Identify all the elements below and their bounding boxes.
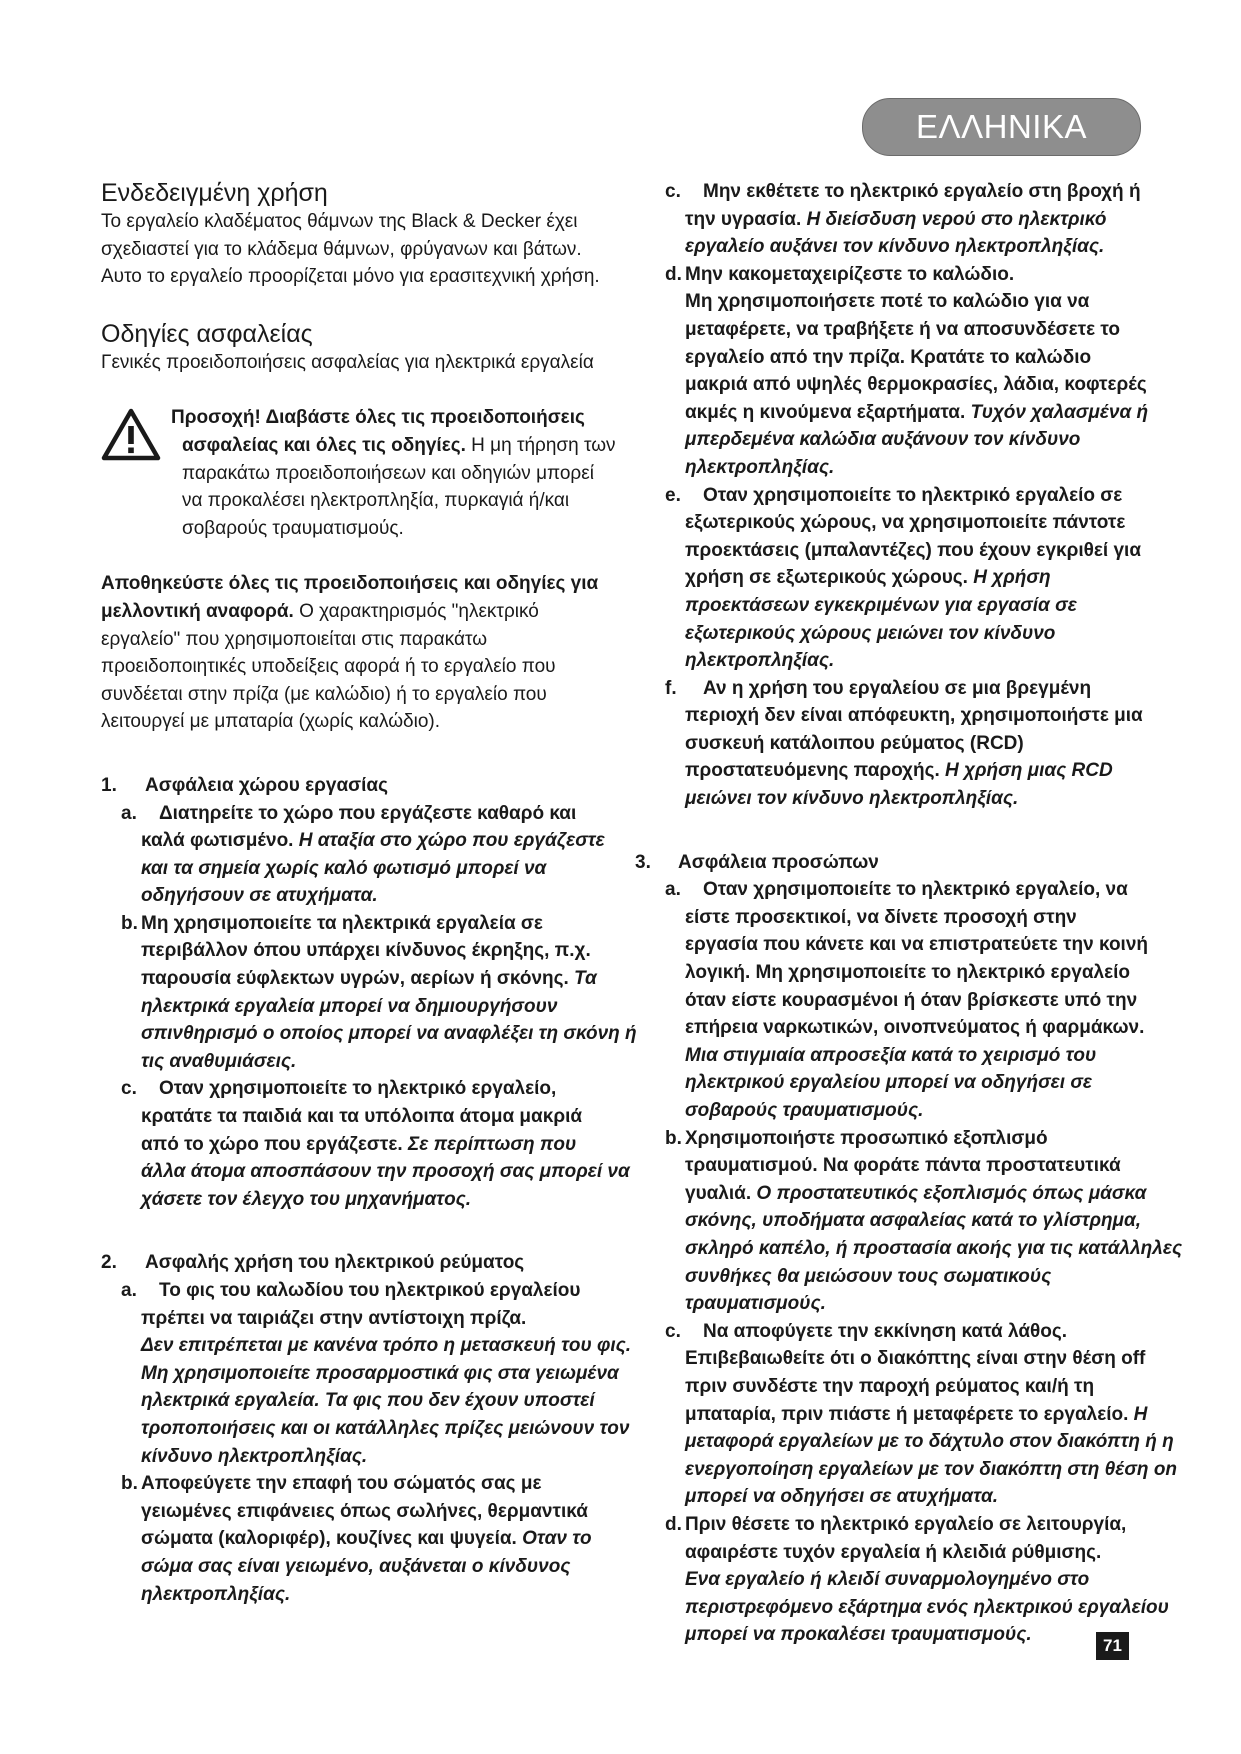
text-line: Ενα εργαλείο ή κλειδί συναρμολογημένο στο [685,1569,1090,1591]
text-line: Αποθηκεύστε όλες τις προειδοποιήσεις και οδηγίες για [101,573,599,595]
text-line: προεκτάσεων εγκεκριμένων για εργασία σε [685,594,1077,616]
save-bold: μελλοντική αναφορά. [101,600,294,622]
item-3b [665,1125,1185,1318]
text-line: ηλεκτρικού εργαλείου μπορεί να οδηγήσει σε [685,1072,1093,1094]
text-line: προεκτάσεις (μπαλαντέζες) που έχουν εγκριθεί για [685,539,1142,561]
item-1c [101,1075,649,1213]
item-label: b. [121,1473,138,1495]
text-line: Διατηρείτε το χώρο που εργάζεστε καθαρό και [159,802,577,824]
text-line: σώμα σας είναι γειωμένο, αυξάνεται ο κίνδυνος [141,1555,571,1577]
warning-bold: ασφαλείας και όλες τις οδηγίες. [182,434,466,456]
safety-heading: Οδηγίες ασφαλείας [101,319,313,348]
item-label: d. [665,1513,682,1535]
text-line: να προκαλέσει ηλεκτροπληξία, πυρκαγιά ή/και [182,490,570,512]
text-line: ηλεκτροπληξίας. [685,650,835,672]
section-title: Ασφαλής χρήση του ηλεκτρικού ρεύματος [145,1252,525,1274]
text-line: την υγρασία. [685,208,802,230]
item-label: c. [665,181,681,202]
text-line: ακμές η κινούμενα εξαρτήματα. [685,401,966,423]
warning-title: Προσοχή! Διαβάστε όλες τις προειδοποιήσεις [171,407,585,429]
text-line: Η αταξία στο χώρο που εργάζεστε [293,830,605,852]
text-line: ηλεκτροπληξίας. [685,456,835,478]
text-line: Μια στιγμιαία απροσεξία κατά το χειρισμό του [685,1044,1097,1066]
right-column [635,178,1185,1649]
text-line: ηλεκτροπληξίας. [141,1583,291,1605]
text-line: σώματα (καλοριφέρ), κουζίνες και ψυγεία. [141,1528,517,1550]
text-line: μπορεί να οδηγήσει σε ατυχήματα. [685,1486,999,1508]
text-line: μεταφορά εργαλείων με το δάχτυλο στον διακόπτη ή η [685,1431,1174,1453]
text-line: σπινθηρισμό ο οποίος μπορεί να αναφλέξει τη σκόνη ή [141,1023,637,1045]
text-line: τροποποιήσεις και οι κατάλληλες πρίζες μειώνουν τον [141,1417,630,1439]
text-line: Μην κακομεταχειρίζεστε το καλώδιο. [685,263,1015,285]
page-number: 71 [1096,1632,1129,1660]
text-line: Οταν χρησιμοποιείτε το ηλεκτρικό εργαλείο, να [703,879,1128,901]
section-number: 3. [635,851,651,873]
text-line: σχεδιαστεί για το κλάδεμα θάμνων, φρύγανων και βάτων. [101,238,582,260]
item-2e [665,482,1185,675]
section-3-title [635,849,1185,877]
intended-use-heading: Ενδεδειγμένη χρήση [101,179,328,207]
text-line: Αν η χρήση του εργαλείου σε μια βρεγμένη [703,677,1092,699]
text-line: Αυτο το εργαλείο προορίζεται μόνο για ερασιτεχνική χρήση. [101,266,600,288]
text-line: κρατάτε τα παιδιά και τα υπόλοιπα άτομα μακριά [141,1106,583,1128]
text-line: Η [1128,1403,1148,1425]
text-line: προστατευόμενης παροχής. [685,760,940,782]
text-line: Ο προστατευτικός εξοπλισμός όπως μάσκα [751,1182,1147,1204]
item-label: b. [665,1127,682,1149]
item-2f [665,675,1185,813]
text-line: συνθήκες θα μειώσουν τους σωματικούς [685,1265,1052,1287]
text-line: Δεν επιτρέπεται με κανένα τρόπο η μετασκευή του φις. [141,1335,632,1357]
text-line: Η χρήση [967,567,1051,589]
text-line: σκόνης, υποδήματα ασφαλείας κατά το γλίστρημα, [685,1210,1142,1232]
text-line: συνδέεται στην πρίζα (με καλώδιο) ή το εργαλείο που [101,683,547,705]
text-line: μειώνει τον κίνδυνο ηλεκτροπληξίας. [685,788,1019,810]
text-line: μπαταρία, πριν πιάστε ή μεταφέρετε το εργαλείο. [685,1403,1129,1425]
text-line: άλλα άτομα αποσπάσουν την προσοχή σας μπορεί να [141,1161,630,1183]
item-3a [665,876,1185,1124]
item-label: d. [665,263,682,285]
text-line: πριν συνδέστε την παροχή ρεύματος και/ή τη [685,1375,1095,1397]
text-line: καλά φωτισμένο. [141,830,294,852]
text-line: γυαλιά. [685,1182,752,1204]
text-line: επήρεια ναρκωτικών, οινοπνεύματος ή φαρμάκων. [685,1017,1145,1039]
item-1a [101,800,649,910]
text-line: εργαλείο αυξάνει τον κίνδυνο ηλεκτροπληξίας. [685,236,1105,258]
text-line: λογική. Μη χρησιμοποιείτε το ηλεκτρικό εργαλείο [685,962,1130,984]
text-line: ηλεκτρικά εργαλεία μπορεί να δημιουργήσουν [141,995,558,1017]
section-1-title [101,772,649,800]
save-text: Ο χαρακτηρισμός "ηλεκτρικό [293,600,539,622]
text-line: περιστρεφόμενο εξάρτημα ενός ηλεκτρικού εργαλείου [685,1596,1169,1618]
safety-subheading: Γενικές προειδοποιήσεις ασφαλείας για ηλεκτρικά εργαλεία [101,351,594,373]
text-line: παρακάτω προειδοποιήσεων και οδηγιών μπορεί [182,462,594,484]
text-line: είστε προσεκτικοί, να δίνετε προσοχή στην [685,906,1077,928]
item-3c [665,1318,1185,1511]
text-line: Οταν το [516,1528,592,1550]
text-line: Η διείσδυση νερού στο ηλεκτρικό [801,208,1107,230]
text-line: προειδοποιητικές υποδείξεις αφορά ή το εργαλείο που [101,656,556,678]
item-2c [665,178,1185,261]
text-line: σοβαρούς τραυματισμούς. [182,517,404,539]
text-line: εξωτερικούς χώρους μειώνει τον κίνδυνο [685,622,1056,644]
text-line: Μη χρησιμοποιείτε τα ηλεκτρικά εργαλεία σε [141,912,543,934]
item-2a [101,1277,649,1470]
text-line: εξωτερικούς χώρους, να χρησιμοποιείτε πάντοτε [685,512,1126,534]
warning-block [101,404,649,542]
text-line: πρέπει να ταιριάζει στην αντίστοιχη πρίζα. [141,1307,527,1329]
text-line: εργαλείο από την πρίζα. Κρατάτε το καλώδιο [685,346,1092,368]
section-title: Ασφάλεια προσώπων [678,851,879,873]
text-line: παρουσία εύφλεκτων υγρών, αερίων ή σκόνης. [141,968,569,990]
text-line: συσκευή κατάλοιπου ρεύματος (RCD) [685,732,1024,754]
text-line: χρήση σε εξωτερικούς χώρους. [685,567,968,589]
item-label: f. [665,677,677,699]
text-line: σκληρό καπέλο, ή προστασία ακοής για τις κατάλληλες [685,1237,1183,1259]
text-line: μακριά από υψηλές θερμοκρασίες, λάδια, κοφτερές [685,374,1147,396]
item-label: c. [665,1320,681,1342]
text-line: όταν είστε κουρασμένοι ή όταν βρίσκεστε υπό την [685,989,1138,1011]
text-line: από το χώρο που εργάζεστε. [141,1133,403,1155]
text-line: Επιβεβαιωθείτε ότι ο διακόπτης είναι στην θέση off [685,1348,1146,1370]
save-instructions [101,570,649,736]
text-line: οδηγήσουν σε ατυχήματα. [141,885,378,907]
item-label: c. [121,1078,137,1100]
text-line: Μη χρησιμοποιήσετε ποτέ το καλώδιο για να [685,291,1090,313]
text-line: εργασία που κάνετε και να επιστρατεύετε την κοινή [685,934,1149,956]
item-label: e. [665,484,681,506]
section-2-title [101,1249,649,1277]
text-line: χάσετε τον έλεγχο του μηχανήματος. [141,1188,472,1210]
text-line: μπορεί να προκαλέσει τραυματισμούς. [685,1624,1032,1646]
text-line: περιοχή δεν είναι απόφευκτη, χρησιμοποιήστε μια [685,705,1143,727]
text-line: ηλεκτρικά εργαλεία. Τα φις που δεν έχουν υποστεί [141,1390,595,1412]
text-line: τις αναθυμιάσεις. [141,1050,297,1072]
section-number: 1. [101,774,117,796]
text-line: Πριν θέσετε το ηλεκτρικό εργαλείο σε λειτουργία, [685,1513,1127,1535]
text-line: αφαιρέστε τυχόν εργαλεία ή κλειδιά ρύθμισης. [685,1541,1102,1563]
text-line: Αποφεύγετε την επαφή του σώματός σας με [141,1473,542,1495]
text-line: Το εργαλείο κλαδέματος θάμνων της Black & Decker έχει [101,211,578,232]
text-line: και τα σημεία χωρίς καλό φωτισμό μπορεί να [141,857,547,879]
item-3d [665,1511,1185,1649]
text-line: περιβάλλον όπου υπάρχει κίνδυνος έκρηξης, π.χ. [141,940,591,962]
text-line: γειωμένες επιφάνειες όπως σωλήνες, θερμαντικά [141,1500,588,1522]
text-line: σοβαρούς τραυματισμούς. [685,1100,924,1121]
text-line: ενεργοποίηση εργαλείων με τον διακόπτη στη θέση on [685,1458,1178,1480]
text-line: Το φις του καλωδίου του ηλεκτρικού εργαλείου [159,1280,581,1301]
text-line: Μην εκθέτετε το ηλεκτρικό εργαλείο στη βροχή ή [703,181,1141,202]
text-line: Σε περίπτωση που [402,1133,577,1155]
text-line: Οταν χρησιμοποιείτε το ηλεκτρικό εργαλείο, [159,1078,557,1100]
item-1b [101,910,649,1076]
item-label: a. [665,879,681,901]
text-line: Η χρήση μιας RCD [939,760,1113,782]
text-line: Να αποφύγετε την εκκίνηση κατά λάθος. [703,1320,1068,1342]
warning-text: Η μη τήρηση των [465,434,616,456]
item-label: b. [121,912,138,934]
text-line: Χρησιμοποιήστε προσωπικό εξοπλισμό [685,1127,1048,1149]
text-line: μεταφέρετε, να τραβήξετε ή να αποσυνδέσετε το [685,318,1120,340]
item-label: a. [121,1280,137,1301]
intended-use-text [101,208,649,291]
text-line: εργαλείο" που χρησιμοποιείται στις παρακάτω [101,628,488,650]
text-line: Τα [568,968,597,990]
section-title: Ασφάλεια χώρου εργασίας [145,774,388,796]
text-line: μπερδεμένα καλώδια αυξάνουν τον κίνδυνο [685,429,1081,451]
text-line: Μη χρησιμοποιείτε προσαρμοστικά φις στα γειωμένα [141,1362,619,1384]
text-line: Τυχόν χαλασμένα ή [965,401,1149,423]
left-column [101,178,649,1608]
text-line: κίνδυνο ηλεκτροπληξίας. [141,1445,368,1467]
text-line: τραυματισμούς. [685,1293,826,1315]
warning-triangle-icon [101,408,161,462]
language-tab: ΕΛΛΗΝΙΚΑ [862,98,1141,156]
text-line: Οταν χρησιμοποιείτε το ηλεκτρικό εργαλείο σε [703,484,1123,506]
section-number: 2. [101,1252,117,1274]
text-line: λειτουργεί με μπαταρία (χωρίς καλώδιο). [101,711,441,733]
item-2b [101,1470,649,1608]
text-line: τραυματισμού. Να φοράτε πάντα προστατευτικά [685,1155,1121,1177]
item-2d [665,261,1185,482]
item-label: a. [121,802,137,824]
